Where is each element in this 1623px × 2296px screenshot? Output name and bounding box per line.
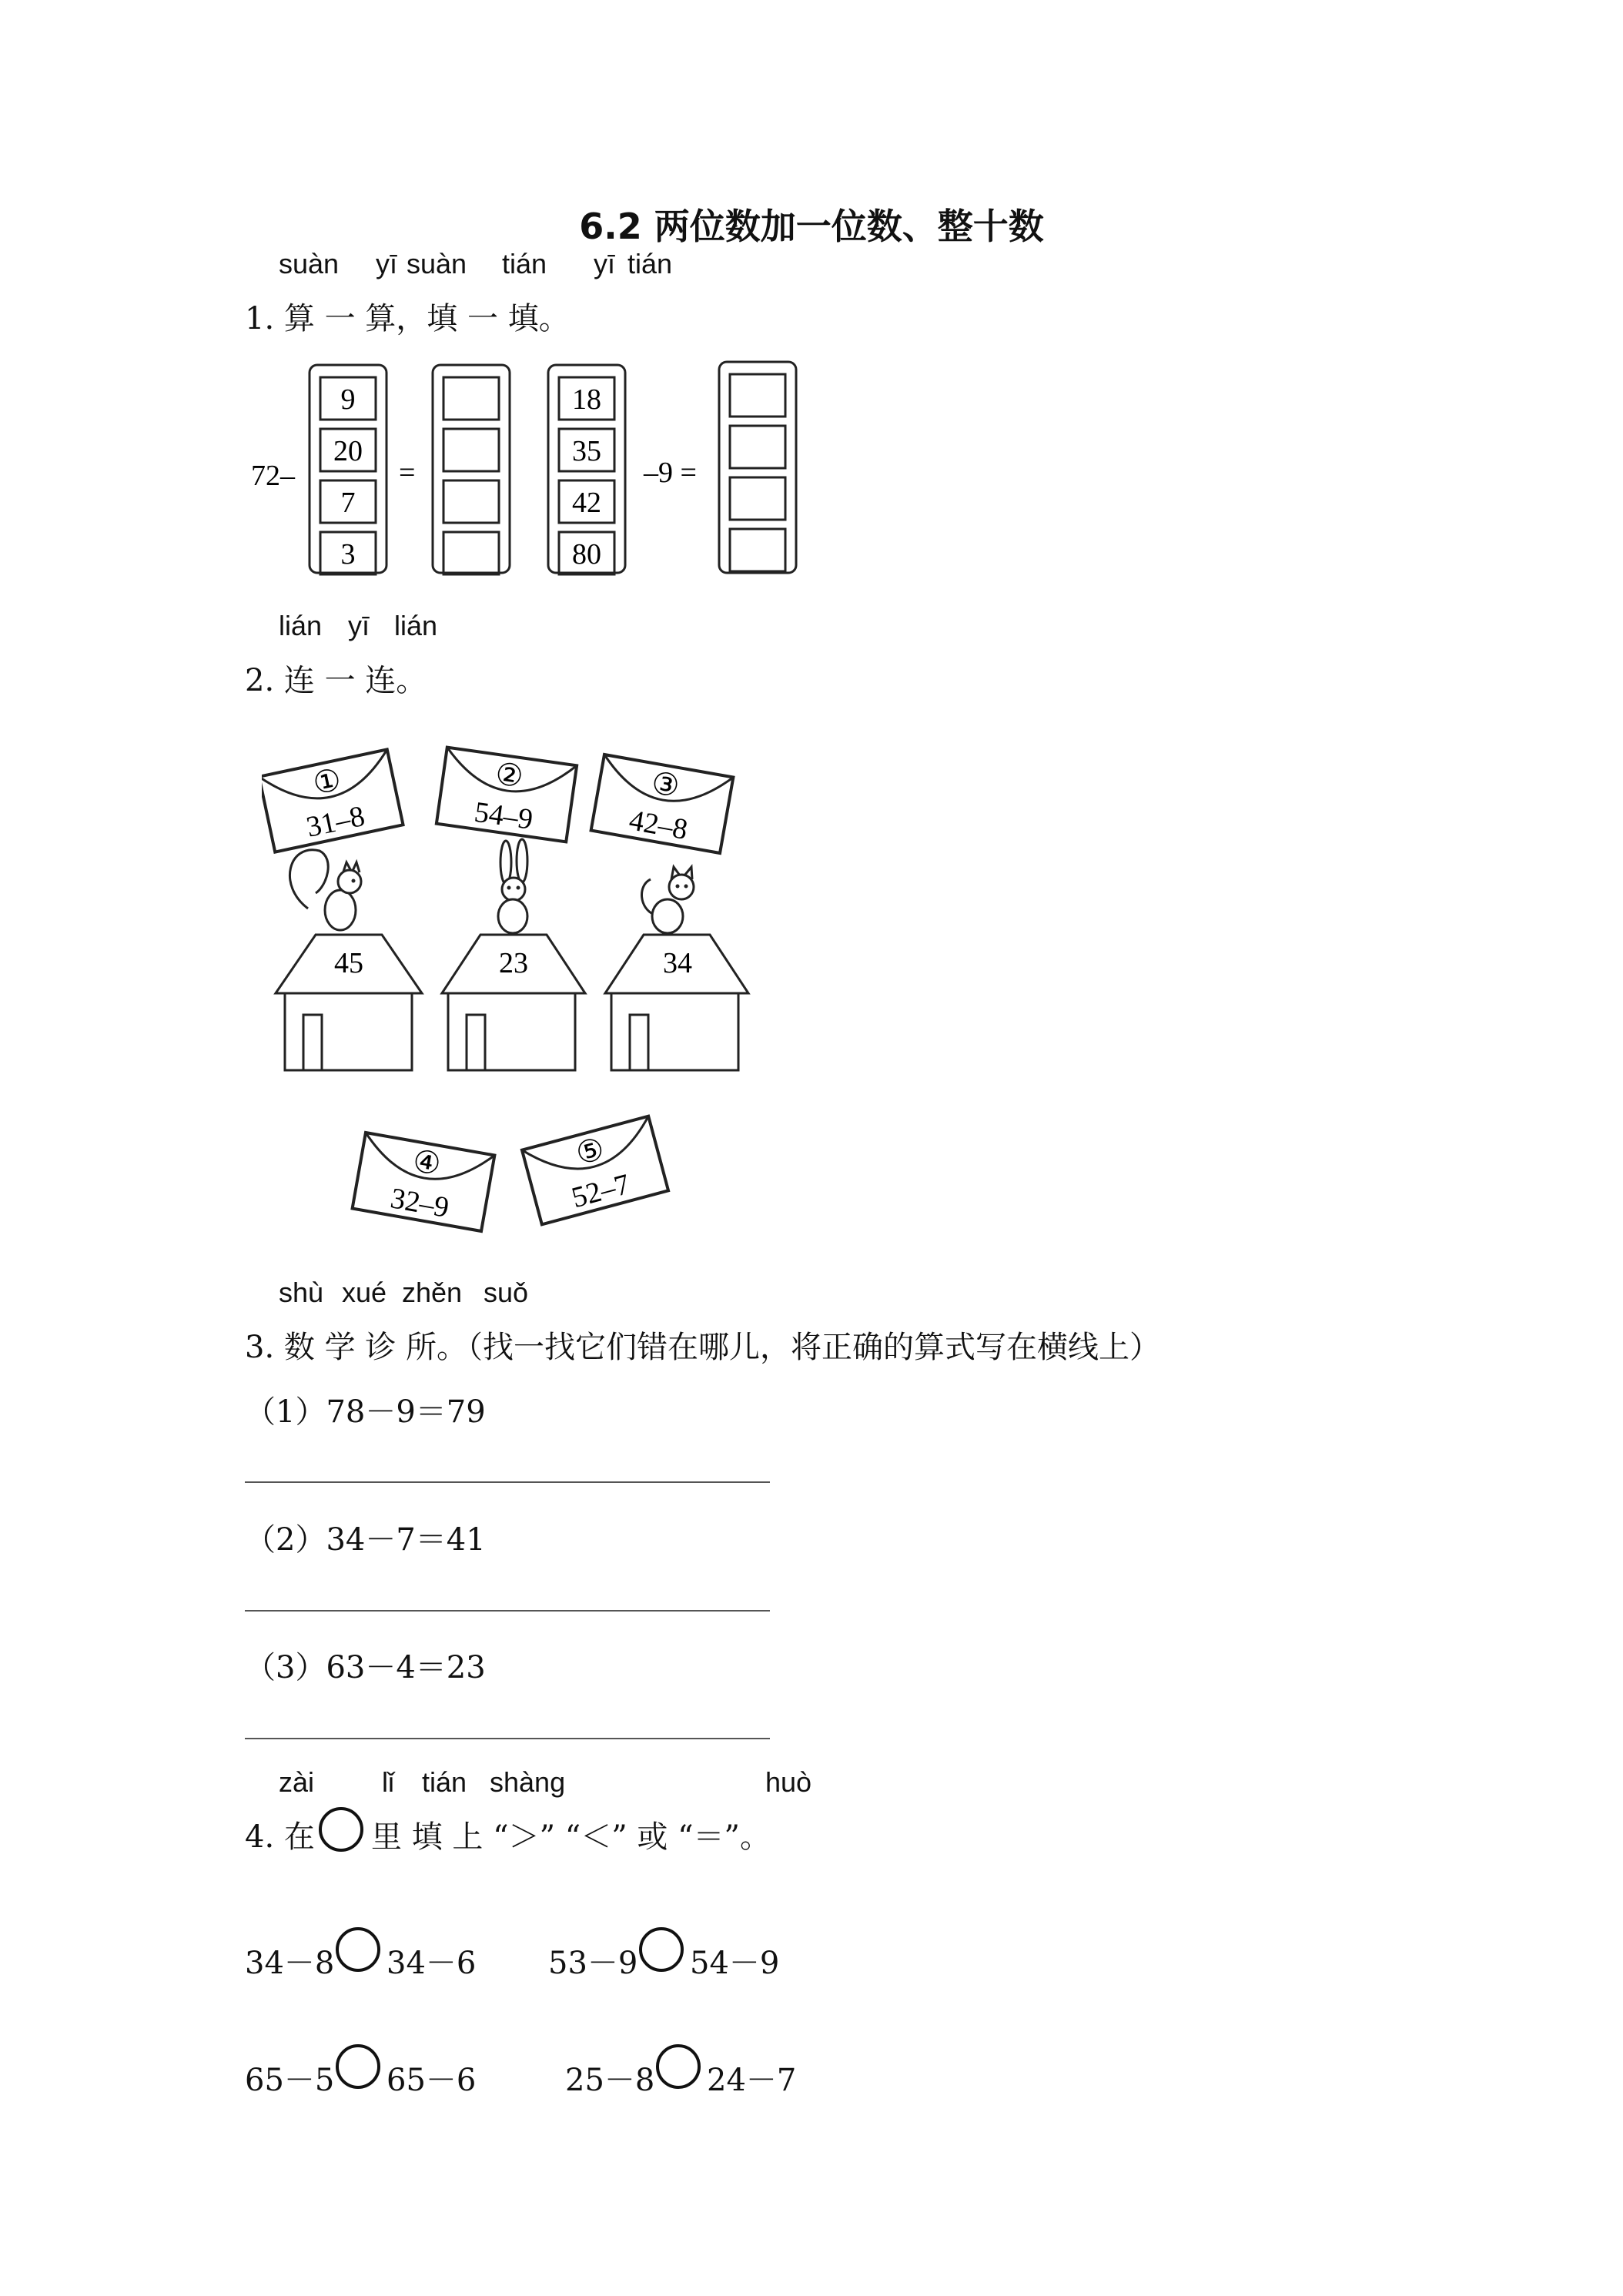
house-3-door: [630, 1015, 648, 1070]
q4-pinyin-5: huò: [765, 1766, 812, 1798]
q2-pinyin-1: lián: [279, 610, 323, 641]
q3-answer-line-1[interactable]: [245, 1481, 770, 1483]
envelope-4-mark: ④: [410, 1143, 443, 1183]
q4-comparison-3-right: 65－6: [387, 2063, 477, 2098]
q1-left-value-4: 3: [340, 538, 356, 571]
q1-answer-box[interactable]: [730, 426, 785, 468]
q1-right-suffix: –9 =: [644, 457, 697, 489]
q4-comparison-2-left: 53－9: [548, 1946, 638, 1981]
q1-right-value-3: 42: [572, 487, 601, 519]
q1-left-prefix: 72–: [251, 460, 295, 492]
q1-pinyin-2: yī: [376, 248, 398, 279]
q2-label: 2. 连 一 连。: [245, 663, 427, 698]
envelope-5-expr: 52–7: [568, 1167, 634, 1215]
q3-answer-line-2[interactable]: [245, 1610, 770, 1612]
q3-answer-line-3[interactable]: [245, 1738, 770, 1739]
q4-comparison-1-circle[interactable]: [336, 1927, 380, 1972]
q2-pinyin-2: yī: [348, 610, 370, 641]
q4-label-a: 4. 在: [245, 1819, 315, 1855]
q1-pinyin-5: yī: [594, 248, 616, 279]
q3-pinyin-3: zhěn: [402, 1277, 463, 1308]
q4-pinyin-3: tián: [422, 1766, 467, 1798]
q4-label-b: 里 填 上 “＞” “＜” 或 “＝”。: [371, 1819, 771, 1855]
q1-equals: =: [399, 457, 416, 489]
q4-pinyin-4: shàng: [490, 1766, 566, 1798]
q4-comparison-2-circle[interactable]: [639, 1927, 684, 1972]
q1-answer-box[interactable]: [443, 480, 499, 523]
q1-answer-box[interactable]: [730, 529, 785, 571]
q3-pinyin-2: xué: [342, 1277, 387, 1308]
q4-pinyin-1: zài: [279, 1766, 315, 1798]
q1-figure: [245, 354, 830, 585]
house-1-value: 45: [334, 947, 363, 979]
envelope-5-mark: ⑤: [572, 1130, 608, 1172]
q1-answer-box[interactable]: [443, 429, 499, 471]
q4-comparison-3-left: 65－5: [245, 2063, 335, 2098]
envelope-4-expr: 32–9: [388, 1182, 452, 1224]
q3-label: 3. 数 学 诊 所。（找一找它们错在哪儿，将正确的算式写在横线上）: [245, 1330, 1161, 1365]
q2-figure: [262, 708, 801, 1263]
circle-icon: [319, 1807, 363, 1852]
envelope-3[interactable]: [591, 755, 734, 853]
q4-pinyin-2: lǐ: [382, 1766, 394, 1798]
q3-item-2: （2）34－7＝41: [245, 1522, 486, 1558]
envelope-1-expr: 31–8: [303, 799, 368, 844]
q2-pinyin-3: lián: [394, 610, 438, 641]
q4-comparison-1-left: 34－8: [245, 1946, 335, 1981]
q1-pinyin-3: suàn: [407, 248, 467, 279]
q4-comparison-4-circle[interactable]: [656, 2044, 701, 2089]
house-1[interactable]: [276, 850, 422, 1070]
q1-right-value-1: 18: [572, 383, 601, 416]
q1-pinyin-4: tián: [502, 248, 547, 279]
envelope-1[interactable]: [262, 749, 403, 852]
q1-left-value-2: 20: [333, 435, 363, 467]
cat-icon: [642, 867, 694, 933]
q3-item-1: （1）78－9＝79: [245, 1394, 486, 1430]
q1-answer-box[interactable]: [730, 374, 785, 417]
q1-answer-box[interactable]: [443, 377, 499, 420]
q3-pinyin-4: suǒ: [484, 1277, 529, 1308]
q4-comparison-3-circle[interactable]: [336, 2044, 380, 2089]
house-2-value: 23: [499, 947, 528, 979]
envelope-2-mark: ②: [493, 755, 526, 795]
house-1-door: [303, 1015, 322, 1070]
rabbit-icon: [498, 839, 527, 933]
envelope-1-mark: ①: [310, 761, 344, 802]
squirrel-icon: [289, 850, 361, 930]
q1-answer-box[interactable]: [730, 477, 785, 520]
q4-comparison-2-right: 54－9: [690, 1946, 780, 1981]
q4-comparison-1-right: 34－6: [387, 1946, 477, 1981]
q1-pinyin-6: tián: [627, 248, 673, 279]
q3-item-3: （3）63－4＝23: [245, 1650, 486, 1685]
q1-right-value-4: 80: [572, 538, 601, 571]
q4-comparison-4-right: 24－7: [707, 2063, 797, 2098]
q1-answer-box[interactable]: [443, 532, 499, 574]
page-title: 6.2 两位数加一位数、整十数: [579, 206, 1044, 247]
q1-left-value-3: 7: [340, 487, 356, 519]
q1-label: 1. 算 一 算，填 一 填。: [245, 301, 570, 336]
envelope-4[interactable]: [353, 1133, 495, 1231]
q3-pinyin-1: shù: [279, 1277, 324, 1308]
q1-right-value-2: 35: [572, 435, 601, 467]
q1-pinyin-1: suàn: [279, 248, 340, 279]
q4-comparison-4-left: 25－8: [565, 2063, 655, 2098]
envelope-3-mark: ③: [648, 765, 682, 805]
house-3[interactable]: [605, 867, 748, 1070]
envelope-2-expr: 54–9: [472, 795, 535, 836]
envelope-3-expr: 42–8: [627, 804, 691, 846]
house-2-door: [467, 1015, 485, 1070]
envelope-5[interactable]: [522, 1116, 668, 1225]
envelope-2[interactable]: [437, 748, 577, 842]
q1-left-value-1: 9: [340, 383, 356, 416]
house-2[interactable]: [442, 839, 585, 1070]
house-3-value: 34: [663, 947, 692, 979]
